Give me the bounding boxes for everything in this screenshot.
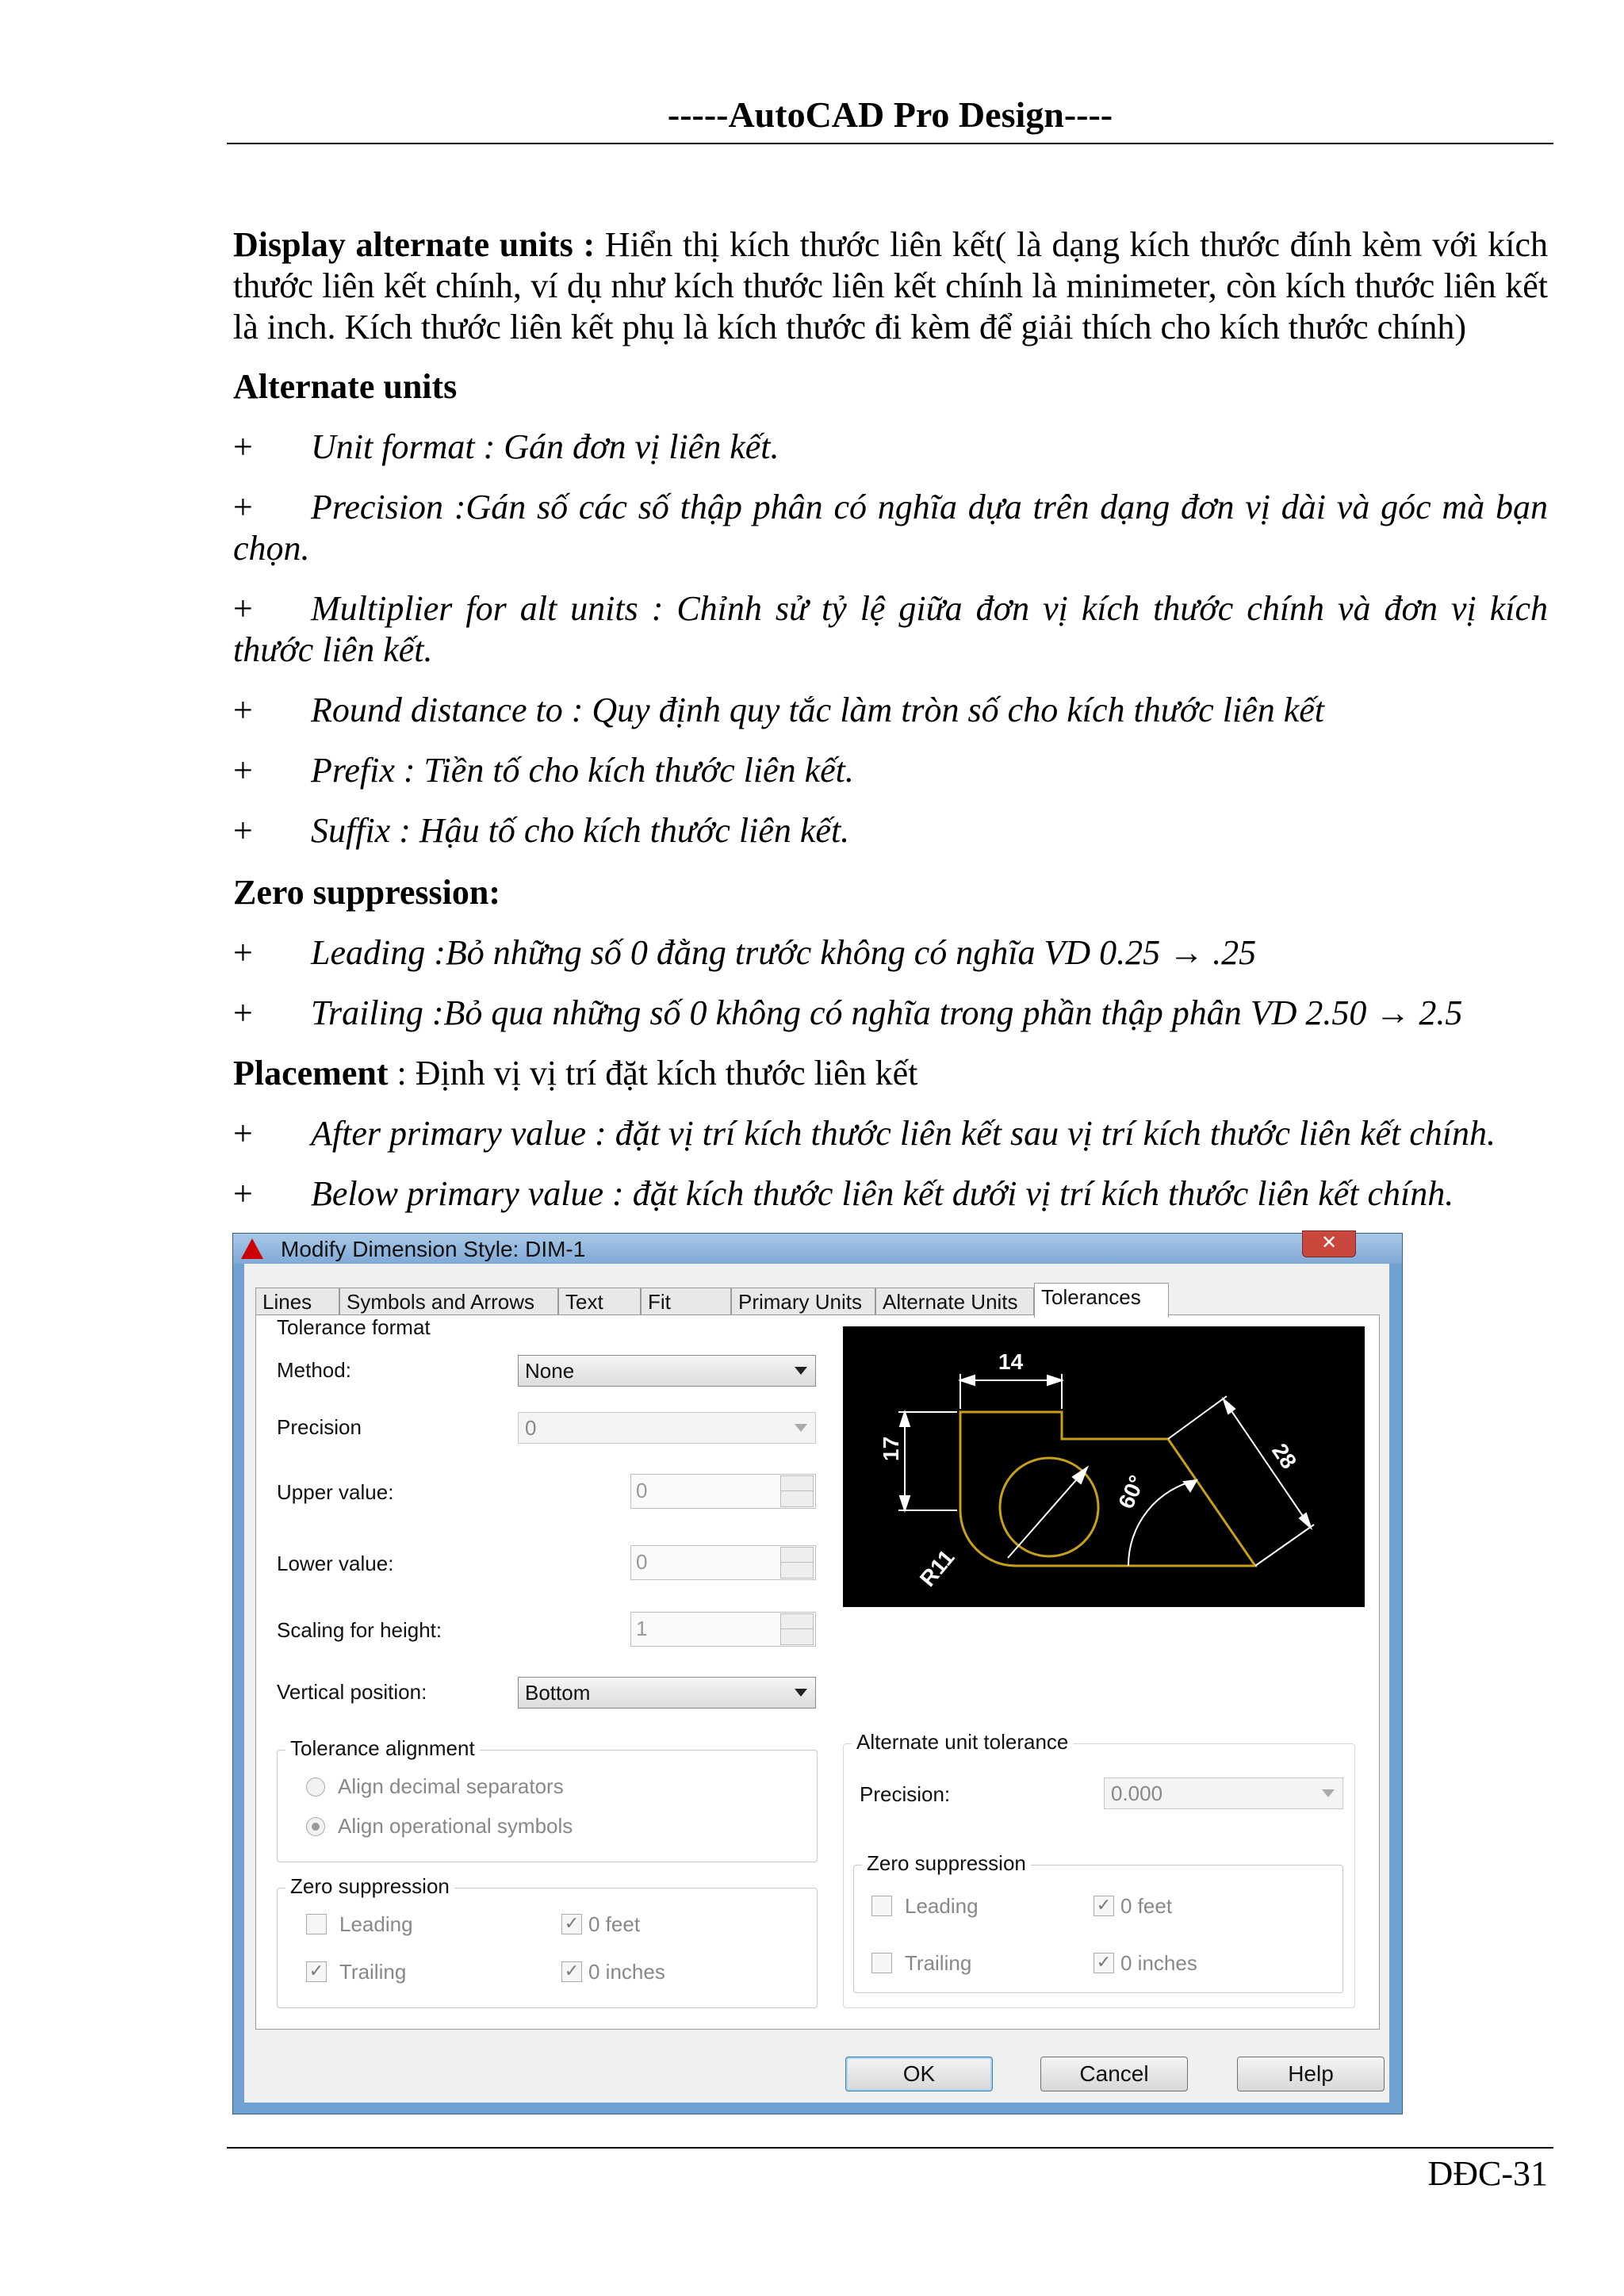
alt-zero-suppression-group: [853, 1851, 1343, 1993]
bullet-unit-format: + Unit format : Gán đơn vị liên kết.: [233, 427, 779, 466]
spin-down-icon[interactable]: [780, 1562, 814, 1578]
alternate-unit-tolerance-group: [843, 1730, 1355, 2008]
header-rule: [227, 143, 1553, 144]
precision-label: Precision: [277, 1415, 362, 1439]
bullet-multiplier: + Multiplier for alt units : Chỉnh sử tỷ lệ giữa đơn vị kích thước chính và đơn vị kích thước liên kết.: [233, 589, 1548, 669]
chevron-down-icon: [795, 1689, 807, 1697]
intro-paragraph: [233, 224, 1548, 348]
alt-zero-suppression-title: Zero suppression: [862, 1851, 1031, 1876]
alt-leading-checkbox[interactable]: [871, 1896, 892, 1916]
spin-up-icon[interactable]: [780, 1475, 814, 1492]
preview-dim-60: 60°: [1113, 1471, 1150, 1513]
upper-value-spinner[interactable]: 0: [630, 1474, 816, 1509]
trailing-label: Trailing: [339, 1960, 407, 1984]
bullet-after-primary: + After primary value : đặt vị trí kích thước liên kết sau vị trí kích thước liên kết chính.: [233, 1114, 1496, 1153]
spin-up-icon[interactable]: [780, 1613, 814, 1630]
tolerance-format-title: Tolerance format: [277, 1315, 431, 1339]
align-operational-label: Align operational symbols: [338, 1814, 573, 1838]
method-select[interactable]: None: [518, 1355, 816, 1387]
vertical-position-label: Vertical position:: [277, 1680, 427, 1704]
dialog-body: [244, 1264, 1389, 2103]
scaling-height-label: Scaling for height:: [277, 1618, 442, 1642]
bullet-prefix: + Prefix : Tiền tố cho kích thước liên kết.: [233, 751, 854, 790]
dialog-title: Modify Dimension Style: DIM-1: [281, 1237, 586, 1261]
precision-select[interactable]: 0: [518, 1412, 816, 1444]
upper-value-label: Upper value:: [277, 1480, 394, 1504]
leading-label: Leading: [339, 1912, 413, 1936]
zero-suppression-group: [277, 1874, 818, 2008]
alt-inches-checkbox[interactable]: ✓: [1094, 1953, 1114, 1973]
tolerance-alignment-title: Tolerance alignment: [285, 1736, 480, 1761]
dimension-preview-image: [843, 1326, 1365, 1607]
spin-up-icon[interactable]: [780, 1547, 814, 1563]
cancel-button[interactable]: Cancel: [1040, 2057, 1188, 2091]
tab-alternate-units[interactable]: Alternate Units: [875, 1288, 1034, 1316]
align-operational-radio[interactable]: [306, 1817, 325, 1836]
bullet-below-primary: + Below primary value : đặt kích thước liên kết dưới vị trí kích thước liên kết chính.: [233, 1174, 1454, 1213]
tab-lines[interactable]: Lines: [255, 1288, 339, 1316]
tab-text[interactable]: Text: [558, 1288, 641, 1316]
autocad-logo-icon: [241, 1238, 263, 1259]
inches-label: 0 inches: [588, 1960, 665, 1984]
intro-text: Hiển thị kích thước liên kết( là dạng kích thước đính kèm với kích thước liên kết chính, ví dụ như kích thước liên kết chính là minimeter, còn kích thước liên kết là inch. Kích thước liên kết phụ là kích thước đi kèm để giải thích cho kích thước chính): [233, 225, 1549, 346]
intro-label: Display alternate units :: [233, 225, 596, 264]
tab-tolerances[interactable]: Tolerances: [1034, 1283, 1169, 1318]
tolerance-alignment-group: [277, 1736, 818, 1862]
spin-down-icon[interactable]: [780, 1490, 814, 1507]
alt-trailing-checkbox[interactable]: [871, 1953, 892, 1973]
alt-precision-label: Precision:: [860, 1782, 951, 1806]
zero-suppression-title: Zero suppression: [285, 1874, 454, 1899]
scaling-height-spinner[interactable]: 1: [630, 1612, 816, 1647]
spin-down-icon[interactable]: [780, 1628, 814, 1645]
align-decimal-radio[interactable]: [306, 1777, 325, 1797]
tab-primary-units[interactable]: Primary Units: [731, 1288, 875, 1316]
align-decimal-label: Align decimal separators: [338, 1774, 564, 1798]
method-label: Method:: [277, 1358, 351, 1382]
preview-dim-17: 17: [879, 1436, 903, 1461]
chevron-down-icon: [1322, 1789, 1335, 1797]
bullet-round-distance: + Round distance to : Quy định quy tắc làm tròn số cho kích thước liên kết: [233, 691, 1324, 729]
help-button[interactable]: Help: [1237, 2057, 1385, 2091]
bullet-trailing: + Trailing :Bỏ qua những số 0 không có nghĩa trong phần thập phân VD 2.50 → 2.5: [233, 993, 1463, 1032]
leading-checkbox[interactable]: [306, 1914, 327, 1934]
trailing-checkbox[interactable]: ✓: [306, 1961, 327, 1982]
ok-button[interactable]: OK: [845, 2057, 993, 2091]
feet-label: 0 feet: [588, 1912, 641, 1936]
bullet-leading: + Leading :Bỏ những số 0 đằng trước không có nghĩa VD 0.25 → .25: [233, 933, 1257, 972]
chevron-down-icon: [795, 1367, 807, 1375]
alt-trailing-label: Trailing: [905, 1951, 972, 1975]
lower-value-label: Lower value:: [277, 1552, 394, 1575]
preview-dim-28: 28: [1267, 1439, 1302, 1474]
alt-leading-label: Leading: [905, 1894, 979, 1918]
page-header-title: -----AutoCAD Pro Design----: [667, 94, 1113, 135]
bullet-precision: + Precision :Gán số các số thập phân có nghĩa dựa trên dạng đơn vị dài và góc mà bạn chọn.: [233, 488, 1548, 568]
feet-checkbox[interactable]: ✓: [561, 1914, 582, 1934]
page-number: DĐC-31: [1427, 2154, 1548, 2193]
placement-text: : Định vị vị trí đặt kích thước liên kết: [388, 1054, 918, 1093]
heading-alternate-units: Alternate units: [233, 367, 458, 406]
heading-zero-suppression: Zero suppression:: [233, 873, 501, 912]
tolerances-panel: [255, 1314, 1380, 2030]
modify-dimension-style-dialog: [232, 1233, 1403, 2114]
alt-precision-select[interactable]: 0.000: [1104, 1777, 1343, 1809]
placement-paragraph: [233, 1053, 1548, 1094]
tab-fit[interactable]: Fit: [641, 1288, 731, 1316]
placement-label: Placement: [233, 1054, 389, 1093]
preview-dim-r11: R11: [914, 1544, 959, 1591]
preview-dim-14: 14: [998, 1349, 1024, 1374]
inches-checkbox[interactable]: ✓: [561, 1961, 582, 1982]
lower-value-spinner[interactable]: 0: [630, 1545, 816, 1580]
alt-feet-label: 0 feet: [1120, 1894, 1173, 1918]
alt-feet-checkbox[interactable]: ✓: [1094, 1896, 1114, 1916]
close-button[interactable]: ✕: [1302, 1230, 1356, 1257]
chevron-down-icon: [795, 1424, 807, 1432]
bullet-suffix: + Suffix : Hậu tố cho kích thước liên kết.: [233, 811, 850, 850]
tab-symbols-arrows[interactable]: Symbols and Arrows: [339, 1288, 558, 1316]
dialog-titlebar: [233, 1234, 1402, 1264]
footer-rule: [227, 2147, 1553, 2149]
alt-inches-label: 0 inches: [1120, 1951, 1197, 1975]
vertical-position-select[interactable]: Bottom: [518, 1677, 816, 1709]
alternate-unit-tolerance-title: Alternate unit tolerance: [852, 1730, 1073, 1755]
